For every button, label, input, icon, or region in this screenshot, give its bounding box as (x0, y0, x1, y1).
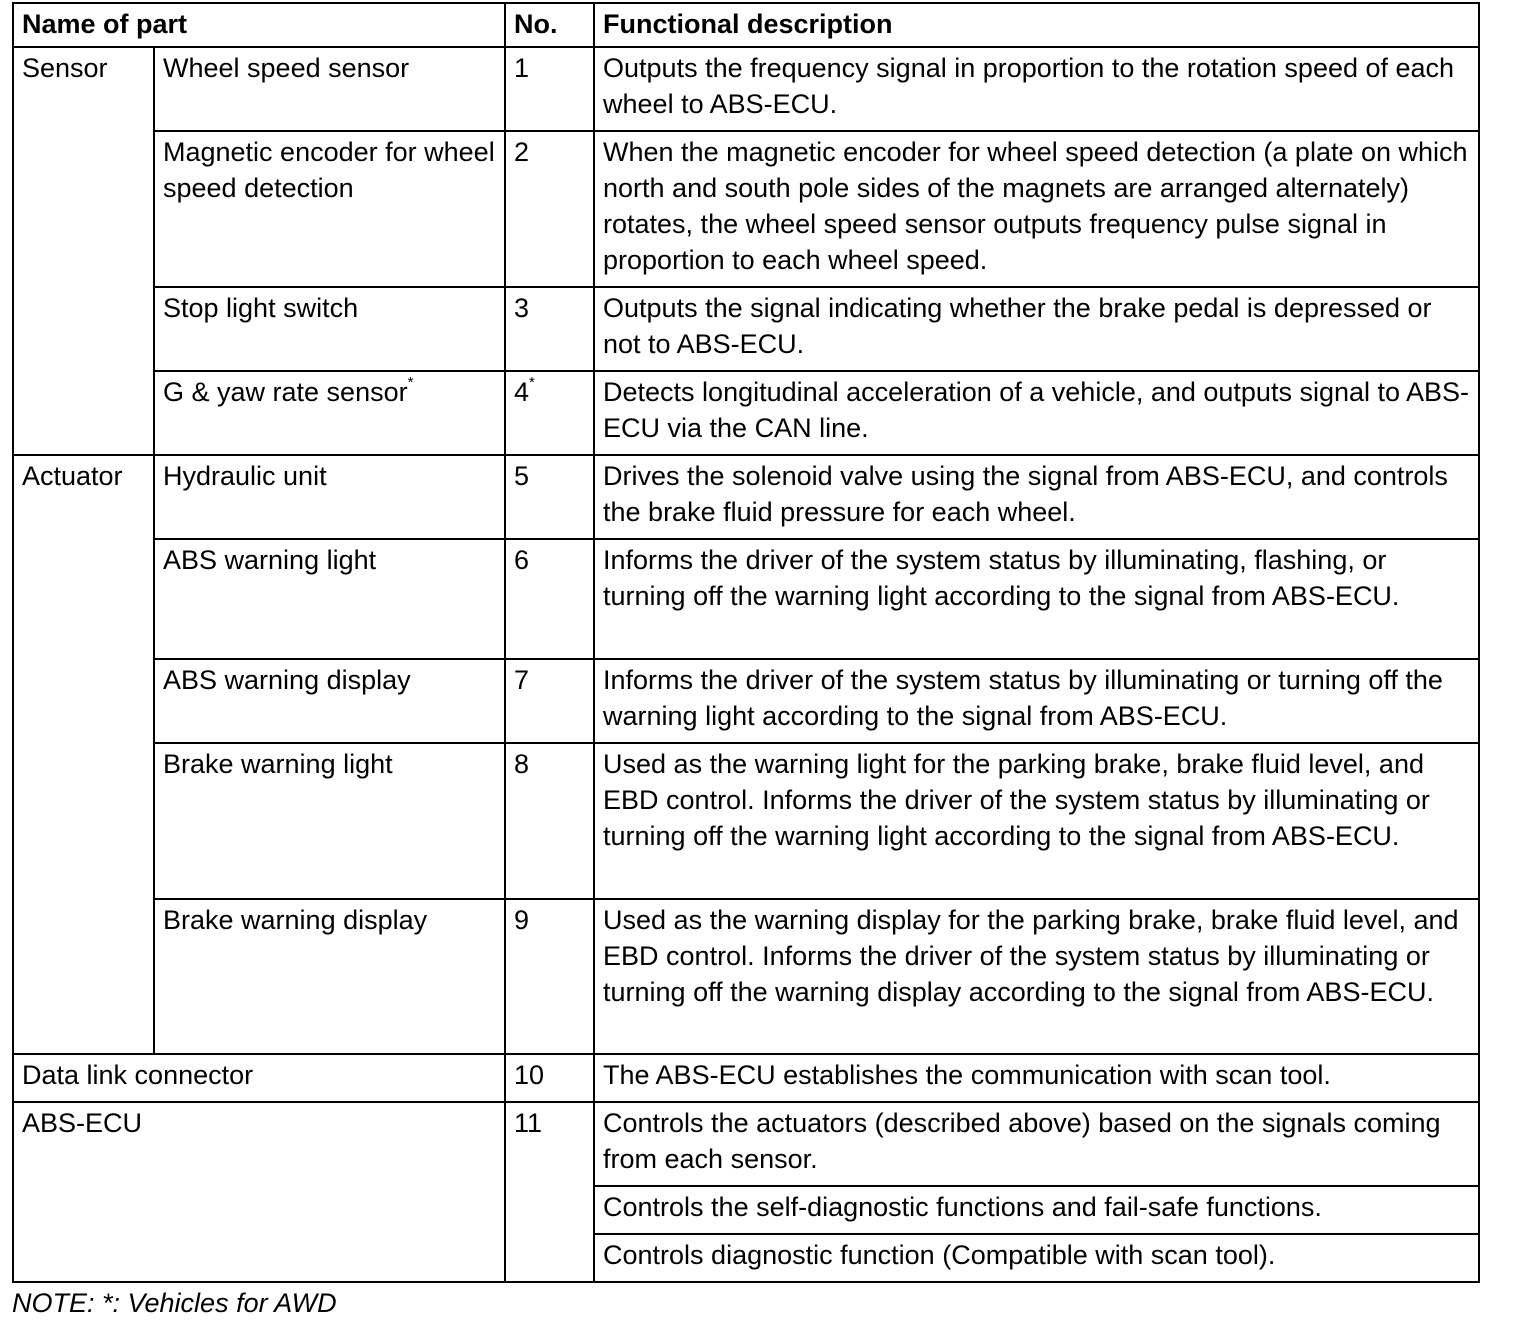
part-description: Controls the self-diagnostic functions and fail-safe functions. (594, 1186, 1479, 1234)
part-name: Hydraulic unit (154, 455, 505, 539)
table-row (13, 899, 1479, 1054)
part-name: ABS warning light (154, 539, 505, 659)
part-name: Brake warning light (154, 743, 505, 899)
table-header-row (13, 3, 1479, 47)
table-row (13, 743, 1479, 899)
footnote-mark: * (529, 374, 535, 391)
table-row (13, 287, 1479, 371)
part-description: The ABS-ECU establishes the communication with scan tool. (594, 1054, 1479, 1102)
part-description: Outputs the signal indicating whether the brake pedal is depressed or not to ABS-ECU. (594, 287, 1479, 371)
part-number: 7 (505, 659, 594, 743)
table-row (13, 659, 1479, 743)
header-functional-description: Functional description (594, 3, 1479, 47)
part-description: Informs the driver of the system status by illuminating, flashing, or turning off the warning light according to the signal from ABS-ECU. (594, 539, 1479, 659)
table-row (13, 1054, 1479, 1102)
part-description: Controls diagnostic function (Compatible with scan tool). (594, 1234, 1479, 1282)
group-sensor: Sensor (13, 47, 154, 455)
part-name-cell (154, 371, 505, 455)
part-name: Stop light switch (154, 287, 505, 371)
part-name: Magnetic encoder for wheel speed detection (154, 131, 505, 287)
part-description: Used as the warning light for the parking brake, brake fluid level, and EBD control. Informs the driver of the system status by illuminating or turning off the warning light according to the signal from ABS-ECU. (594, 743, 1479, 899)
part-name: Brake warning display (154, 899, 505, 1054)
parts-table (12, 2, 1480, 1283)
part-number-cell (505, 371, 594, 455)
footnote: NOTE: *: Vehicles for AWD (12, 1288, 337, 1318)
part-name: Wheel speed sensor (154, 47, 505, 131)
part-description: Controls the actuators (described above) based on the signals coming from each sensor. (594, 1102, 1479, 1186)
table-row (13, 47, 1479, 131)
part-description: Informs the driver of the system status by illuminating or turning off the warning light according to the signal from ABS-ECU. (594, 659, 1479, 743)
part-description: When the magnetic encoder for wheel speed detection (a plate on which north and south pole sides of the magnets are arranged alternately) rotates, the wheel speed sensor outputs frequency pulse signal in proportion to each wheel speed. (594, 131, 1479, 287)
part-number: 3 (505, 287, 594, 371)
part-description: Detects longitudinal acceleration of a vehicle, and outputs signal to ABS-ECU via the CAN line. (594, 371, 1479, 455)
part-number: 1 (505, 47, 594, 131)
part-name: ABS warning display (154, 659, 505, 743)
part-description: Outputs the frequency signal in proportion to the rotation speed of each wheel to ABS-ECU. (594, 47, 1479, 131)
table-row (13, 539, 1479, 659)
part-description: Used as the warning display for the parking brake, brake fluid level, and EBD control. Informs the driver of the system status by illuminating or turning off the warning display according to the signal from ABS-ECU. (594, 899, 1479, 1054)
group-data-link-connector: Data link connector (13, 1054, 505, 1102)
part-number: 11 (505, 1102, 594, 1282)
part-number: 5 (505, 455, 594, 539)
part-number: 9 (505, 899, 594, 1054)
table-row (13, 371, 1479, 455)
group-abs-ecu: ABS-ECU (13, 1102, 505, 1282)
part-number: 10 (505, 1054, 594, 1102)
part-number: 4 (514, 377, 530, 407)
table-row (13, 455, 1479, 539)
table-row (13, 1102, 1479, 1186)
header-name-of-part: Name of part (13, 3, 505, 47)
part-number: 8 (505, 743, 594, 899)
part-number: 6 (505, 539, 594, 659)
part-number: 2 (505, 131, 594, 287)
group-actuator: Actuator (13, 455, 154, 1054)
header-no: No. (505, 3, 594, 47)
part-name: G & yaw rate sensor (163, 377, 408, 407)
part-description: Drives the solenoid valve using the signal from ABS-ECU, and controls the brake fluid pressure for each wheel. (594, 455, 1479, 539)
table-row (13, 131, 1479, 287)
footnote-mark: * (407, 374, 414, 391)
